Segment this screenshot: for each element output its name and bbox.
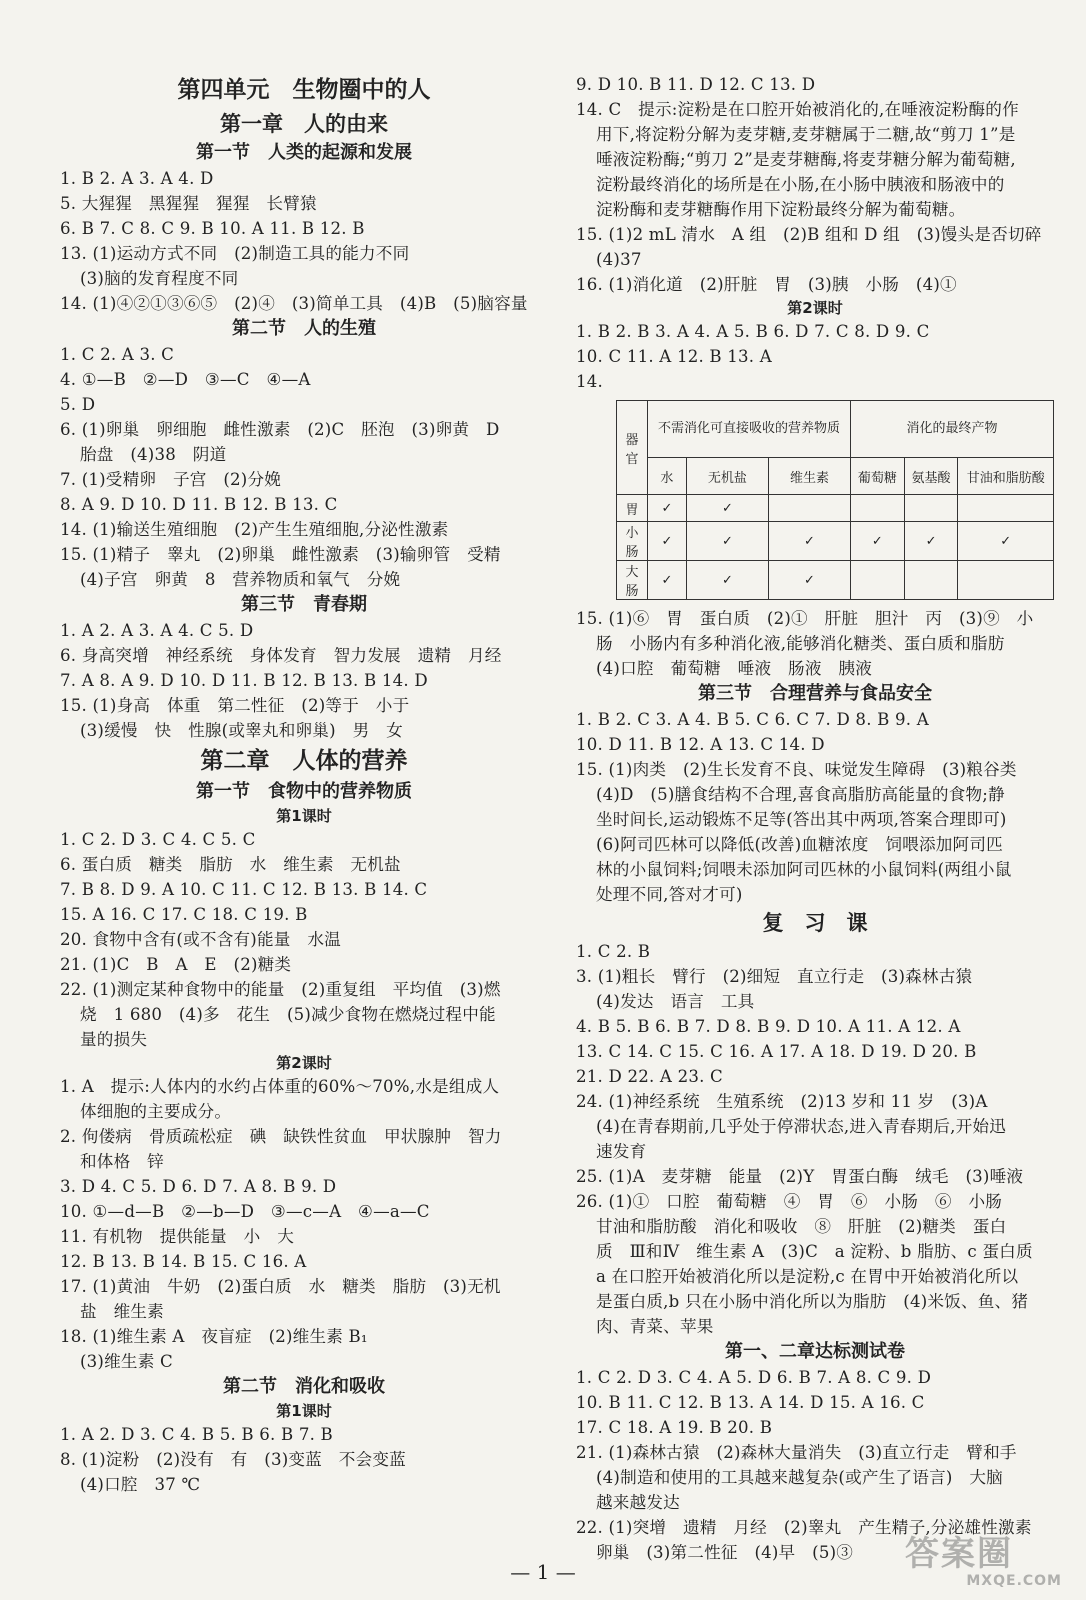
answer-line-continued: 淀粉最终消化的场所是在小肠,在小肠中胰液和肠液中的 xyxy=(596,175,1005,194)
right-column xyxy=(576,72,1054,1565)
answer-line: 10. C 11. A 12. B 13. A xyxy=(576,347,772,366)
table-cell-check xyxy=(768,495,850,522)
answer-line: 11. 有机物 提供能量 小 大 xyxy=(60,1227,294,1246)
answer-line-continued: (4)37 xyxy=(596,250,642,269)
table-cell-check: ✓ xyxy=(686,522,768,561)
answer-line: 8. A 9. D 10. D 11. B 12. B 13. C xyxy=(60,495,338,514)
table-cell-check xyxy=(904,561,958,600)
answer-line-continued: 盐 维生素 xyxy=(80,1302,164,1321)
answer-line: 1. B 2. B 3. A 4. A 5. B 6. D 7. C 8. D 9. C xyxy=(576,322,930,341)
answer-line-continued: (6)阿司匹林可以降低(改善)血糖浓度 饲喂添加阿司匹 xyxy=(596,835,1003,854)
table-cell-check: ✓ xyxy=(768,561,850,600)
answer-line: 1. A 2. D 3. C 4. B 5. B 6. B 7. B xyxy=(60,1425,333,1444)
table-cell-check xyxy=(958,561,1054,600)
answer-line: 1. C 2. D 3. C 4. C 5. C xyxy=(60,830,256,849)
answer-line: 6. (1)卵巢 卵细胞 雌性激素 (2)C 胚泡 (3)卵黄 D xyxy=(60,420,500,439)
answer-line: 1. C 2. A 3. C xyxy=(60,345,175,364)
answer-line: 4. B 5. B 6. B 7. D 8. B 9. D 10. A 11. A 12. A xyxy=(576,1017,961,1036)
table-cell-check xyxy=(904,495,958,522)
table-cell-check: ✓ xyxy=(958,522,1054,561)
watermark-logo xyxy=(905,1535,1070,1593)
answer-line-continued: 质 Ⅲ和Ⅳ 维生素 A (3)C a 淀粉、b 脂肪、c 蛋白质 xyxy=(596,1242,1033,1261)
answer-line-continued: 用下,将淀粉分解为麦芽糖,麦芽糖属于二糖,故“剪刀 1”是 xyxy=(596,125,1016,144)
answer-line-continued: 坐时间长,运动锻炼不足等(答出其中两项,答案合理即可) xyxy=(596,810,1007,829)
answer-line: 18. (1)维生素 A 夜盲症 (2)维生素 B₁ xyxy=(60,1327,368,1346)
answer-line-continued: (4)发达 语言 工具 xyxy=(596,992,755,1011)
table-row-organ: 小肠 xyxy=(617,522,648,561)
answer-line: 14. xyxy=(576,372,603,391)
lesson-heading: 第2课时 xyxy=(276,1054,332,1072)
table-col-header: 水 xyxy=(648,458,687,495)
answer-line: 15. A 16. C 17. C 18. C 19. B xyxy=(60,905,308,924)
answer-line: 14. (1)输送生殖细胞 (2)产生生殖细胞,分泌性激素 xyxy=(60,520,449,539)
unit-heading: 第二章 人体的营养 xyxy=(200,748,408,774)
lesson-heading: 第2课时 xyxy=(787,299,843,317)
answer-line: 12. B 13. B 14. B 15. C 16. A xyxy=(60,1252,307,1271)
section-heading: 第三节 合理营养与食品安全 xyxy=(698,683,932,704)
answer-line-continued: 处理不同,答对才可) xyxy=(596,885,743,904)
answer-line-continued: 林的小鼠饲料;饲喂未添加阿司匹林的小鼠饲料(两组小鼠 xyxy=(596,860,1012,879)
answer-line: 15. (1)身高 体重 第二性征 (2)等于 小于 xyxy=(60,696,410,715)
nutrient-absorption-table xyxy=(616,400,1054,600)
table-row-organ: 胃 xyxy=(617,495,648,522)
answer-line: 4. ①—B ②—D ③—C ④—A xyxy=(60,370,311,389)
answer-line: 5. 大猩猩 黑猩猩 猩猩 长臂猿 xyxy=(60,194,317,213)
answer-line: 6. 身高突增 神经系统 身体发育 智力发展 遗精 月经 xyxy=(60,646,502,665)
chapter-heading: 第一章 人的由来 xyxy=(220,112,388,136)
answer-line: 15. (1)精子 睾丸 (2)卵巢 雌性激素 (3)输卵管 受精 xyxy=(60,545,501,564)
table-cell-check: ✓ xyxy=(686,495,768,522)
table-col-header: 甘油和脂肪酸 xyxy=(958,458,1054,495)
answer-line: 1. B 2. C 3. A 4. B 5. C 6. C 7. D 8. B 9. A xyxy=(576,710,929,729)
answer-line: 21. (1)C B A E (2)糖类 xyxy=(60,955,292,974)
answer-line: 2. 佝偻病 骨质疏松症 碘 缺铁性贫血 甲状腺肿 智力 xyxy=(60,1127,502,1146)
section-heading: 第二节 人的生殖 xyxy=(232,318,376,339)
table-header-organ: 器官 xyxy=(617,401,648,495)
answer-line: 15. (1)2 mL 清水 A 组 (2)B 组和 D 组 (3)馒头是否切碎 xyxy=(576,225,1042,244)
answer-line-continued: 胎盘 (4)38 阴道 xyxy=(80,445,227,464)
table-cell-check xyxy=(850,561,904,600)
watermark-url: MXQE.COM xyxy=(966,1573,1062,1589)
table-row xyxy=(617,561,1054,600)
answer-line-continued: 甘油和脂肪酸 消化和吸收 ⑧ 肝脏 (2)糖类 蛋白 xyxy=(596,1217,1007,1236)
section-heading: 第一节 食物中的营养物质 xyxy=(196,781,412,802)
table-row-organ: 大肠 xyxy=(617,561,648,600)
watermark-text: 答案圈 xyxy=(905,1534,1013,1574)
table-header-group1: 不需消化可直接吸收的营养物质 xyxy=(648,401,851,458)
answer-line: 15. (1)肉类 (2)生长发育不良、味觉发生障碍 (3)粮谷类 xyxy=(576,760,1017,779)
answer-line-continued: 量的损失 xyxy=(80,1030,148,1049)
answer-line: 16. (1)消化道 (2)肝脏 胃 (3)胰 小肠 (4)① xyxy=(576,275,957,294)
answer-line-continued: 唾液淀粉酶;“剪刀 2”是麦芽糖酶,将麦芽糖分解为葡萄糖, xyxy=(596,150,1016,169)
answer-line-continued: 肉、青菜、苹果 xyxy=(596,1317,714,1336)
answer-line: 5. D xyxy=(60,395,96,414)
left-column xyxy=(60,72,548,1497)
answer-line: 8. (1)淀粉 (2)没有 有 (3)变蓝 不会变蓝 xyxy=(60,1450,406,1469)
answer-line-continued: 体细胞的主要成分。 xyxy=(80,1102,232,1121)
section-heading: 第三节 青春期 xyxy=(241,594,367,615)
answer-line: 24. (1)神经系统 生殖系统 (2)13 岁和 11 岁 (3)A xyxy=(576,1092,988,1111)
table-cell-check: ✓ xyxy=(768,522,850,561)
answer-line-continued: 越来越发达 xyxy=(596,1493,680,1512)
answer-line: 17. (1)黄油 牛奶 (2)蛋白质 水 糖类 脂肪 (3)无机 xyxy=(60,1277,501,1296)
answer-line-continued: (4)D (5)膳食结构不合理,喜食高脂肪高能量的食物;静 xyxy=(596,785,1005,804)
table-row xyxy=(617,495,1054,522)
answer-line: 6. B 7. C 8. C 9. B 10. A 11. B 12. B xyxy=(60,219,365,238)
unit-heading: 第四单元 生物圈中的人 xyxy=(177,77,431,103)
answer-line: 26. (1)① 口腔 葡萄糖 ④ 胃 ⑥ 小肠 ⑥ 小肠 xyxy=(576,1192,1003,1211)
answer-line: 13. (1)运动方式不同 (2)制造工具的能力不同 xyxy=(60,244,410,263)
answer-line-continued: (4)子宫 卵黄 8 营养物质和氧气 分娩 xyxy=(80,570,401,589)
section-heading: 第一、二章达标测试卷 xyxy=(725,1341,905,1362)
answer-line: 14. (1)④②①③⑥⑤ (2)④ (3)简单工具 (4)B (5)脑容量 xyxy=(60,294,528,313)
answer-line: 15. (1)⑥ 胃 蛋白质 (2)① 肝脏 胆汁 丙 (3)⑨ 小 xyxy=(576,609,1034,628)
answer-line-continued: 肠 小肠内有多种消化液,能够消化糖类、蛋白质和脂肪 xyxy=(596,634,1005,653)
answer-line: 3. (1)粗长 臂行 (2)细短 直立行走 (3)森林古猿 xyxy=(576,967,973,986)
answer-line: 22. (1)测定某种食物中的能量 (2)重复组 平均值 (3)燃 xyxy=(60,980,501,999)
answer-line: 21. D 22. A 23. C xyxy=(576,1067,723,1086)
answer-line-continued: (3)维生素 C xyxy=(80,1352,173,1371)
answer-line-continued: 速发育 xyxy=(596,1142,647,1161)
answer-line: 6. 蛋白质 糖类 脂肪 水 维生素 无机盐 xyxy=(60,855,401,874)
table-cell-check xyxy=(850,495,904,522)
table-cell-check: ✓ xyxy=(648,495,687,522)
answer-line-continued: 烧 1 680 (4)多 花生 (5)减少食物在燃烧过程中能 xyxy=(80,1005,496,1024)
answer-line: 13. C 14. C 15. C 16. A 17. A 18. D 19. D 20. B xyxy=(576,1042,977,1061)
table-cell-check xyxy=(958,495,1054,522)
answer-line: 10. B 11. C 12. B 13. A 14. D 15. A 16. C xyxy=(576,1393,925,1412)
answer-line: 9. D 10. B 11. D 12. C 13. D xyxy=(576,75,816,94)
answer-line-continued: 淀粉酶和麦芽糖酶作用下淀粉最终分解为葡萄糖。 xyxy=(596,200,966,219)
answer-line: 20. 食物中含有(或不含有)能量 水温 xyxy=(60,930,341,949)
table-cell-check: ✓ xyxy=(648,522,687,561)
section-heading: 第二节 消化和吸收 xyxy=(223,1376,385,1397)
answer-line: 10. ①—d—B ②—b—D ③—c—A ④—a—C xyxy=(60,1202,430,1221)
right-column-top xyxy=(576,72,1054,394)
table-cell-check: ✓ xyxy=(850,522,904,561)
right-column-bottom xyxy=(576,606,1054,1565)
answer-line: 14. C 提示:淀粉是在口腔开始被消化的,在唾液淀粉酶的作 xyxy=(576,100,1019,119)
answer-line: 25. (1)A 麦芽糖 能量 (2)Y 胃蛋白酶 绒毛 (3)唾液 xyxy=(576,1167,1024,1186)
answer-line-continued: 卵巢 (3)第二性征 (4)早 (5)③ xyxy=(596,1543,854,1562)
answer-line-continued: (3)缓慢 快 性腺(或睾丸和卵巢) 男 女 xyxy=(80,721,403,740)
page-number: — 1 — xyxy=(510,1560,576,1584)
chapter-heading: 复 习 课 xyxy=(762,911,868,935)
table-col-header: 葡萄糖 xyxy=(850,458,904,495)
table-cell-check: ✓ xyxy=(686,561,768,600)
answer-line: 1. C 2. D 3. C 4. A 5. D 6. B 7. A 8. C 9. D xyxy=(576,1368,932,1387)
table-cell-check: ✓ xyxy=(648,561,687,600)
answer-line: 17. C 18. A 19. B 20. B xyxy=(576,1418,773,1437)
answer-line: 7. B 8. D 9. A 10. C 11. C 12. B 13. B 14. C xyxy=(60,880,428,899)
answer-line-continued: (4)制造和使用的工具越来越复杂(或产生了语言) 大脑 xyxy=(596,1468,1003,1487)
answer-line: 7. A 8. A 9. D 10. D 11. B 12. B 13. B 14. D xyxy=(60,671,428,690)
lesson-heading: 第1课时 xyxy=(276,1402,332,1420)
answer-line: 1. A 提示:人体内的水约占体重的60%～70%,水是组成人 xyxy=(60,1077,500,1096)
answer-line: 7. (1)受精卵 子宫 (2)分娩 xyxy=(60,470,282,489)
table-col-header: 氨基酸 xyxy=(904,458,958,495)
answer-line: 1. B 2. A 3. A 4. D xyxy=(60,169,214,188)
answer-line-continued: (3)脑的发育程度不同 xyxy=(80,269,239,288)
answer-line: 3. D 4. C 5. D 6. D 7. A 8. B 9. D xyxy=(60,1177,337,1196)
answer-line: 22. (1)突增 遗精 月经 (2)睾丸 产生精子,分泌雄性激素 xyxy=(576,1518,1032,1537)
lesson-heading: 第1课时 xyxy=(276,807,332,825)
answer-line: 10. D 11. B 12. A 13. C 14. D xyxy=(576,735,825,754)
answer-line: 1. C 2. B xyxy=(576,942,651,961)
answer-line-continued: a 在口腔开始被消化所以是淀粉,c 在胃中开始被消化所以 xyxy=(596,1267,1019,1286)
answer-line: 21. (1)森林古猿 (2)森林大量消失 (3)直立行走 臂和手 xyxy=(576,1443,1017,1462)
table-header-group2: 消化的最终产物 xyxy=(850,401,1053,458)
answer-line-continued: (4)口腔 葡萄糖 唾液 肠液 胰液 xyxy=(596,659,873,678)
answer-line-continued: 是蛋白质,b 只在小肠中消化所以为脂肪 (4)米饭、鱼、猪 xyxy=(596,1292,1029,1311)
table-col-header: 无机盐 xyxy=(686,458,768,495)
answer-line: 1. A 2. A 3. A 4. C 5. D xyxy=(60,621,254,640)
section-heading: 第一节 人类的起源和发展 xyxy=(196,142,412,163)
answer-line-continued: (4)口腔 37 ℃ xyxy=(80,1475,201,1494)
answer-line-continued: 和体格 锌 xyxy=(80,1152,164,1171)
table-col-header: 维生素 xyxy=(768,458,850,495)
answer-line-continued: (4)在青春期前,几乎处于停滞状态,进入青春期后,开始迅 xyxy=(596,1117,1006,1136)
table-row xyxy=(617,522,1054,561)
table-cell-check: ✓ xyxy=(904,522,958,561)
